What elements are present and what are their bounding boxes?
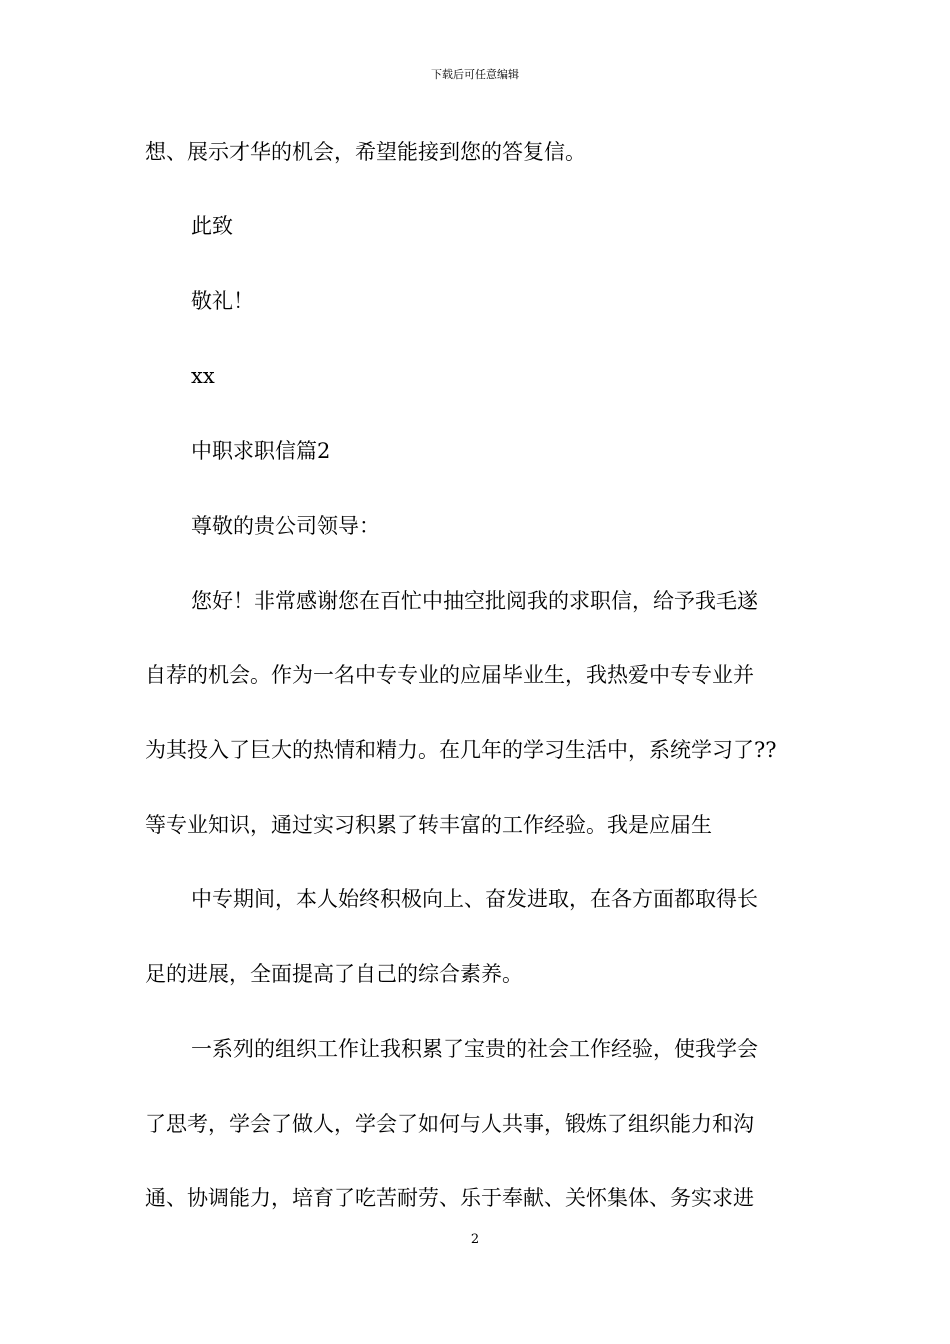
body-line: 为其投入了巨大的热情和精力。在几年的学习生活中，系统学习了?? <box>145 738 777 762</box>
body-line: 想、展示才华的机会，希望能接到您的答复信。 <box>145 140 586 164</box>
body-line: 了思考，学会了做人，学会了如何与人共事，锻炼了组织能力和沟 <box>145 1112 754 1136</box>
signature-line: xx <box>191 364 215 388</box>
body-line: 通、协调能力，培育了吃苦耐劳、乐于奉献、关怀集体、务实求进 <box>145 1186 754 1210</box>
page-header: 下载后可任意编辑 <box>431 68 519 81</box>
section-title: 中职求职信篇2 <box>191 439 331 463</box>
body-line: 一系列的组织工作让我积累了宝贵的社会工作经验，使我学会 <box>191 1037 758 1061</box>
closing-line: 此致 <box>191 214 233 238</box>
body-line: 足的进展，全面提高了自己的综合素养。 <box>145 962 523 986</box>
body-line: 您好！非常感谢您在百忙中抽空批阅我的求职信，给予我毛遂 <box>191 589 758 613</box>
page-number: 2 <box>470 1232 480 1247</box>
salutation: 尊敬的贵公司领导： <box>191 514 380 538</box>
body-line: 等专业知识，通过实习积累了转丰富的工作经验。我是应届生 <box>145 813 712 837</box>
body-line: 自荐的机会。作为一名中专专业的应届毕业生，我热爱中专专业并 <box>145 663 754 687</box>
body-line: 中专期间，本人始终积极向上、奋发进取，在各方面都取得长 <box>191 887 758 911</box>
closing-line: 敬礼！ <box>191 289 254 313</box>
